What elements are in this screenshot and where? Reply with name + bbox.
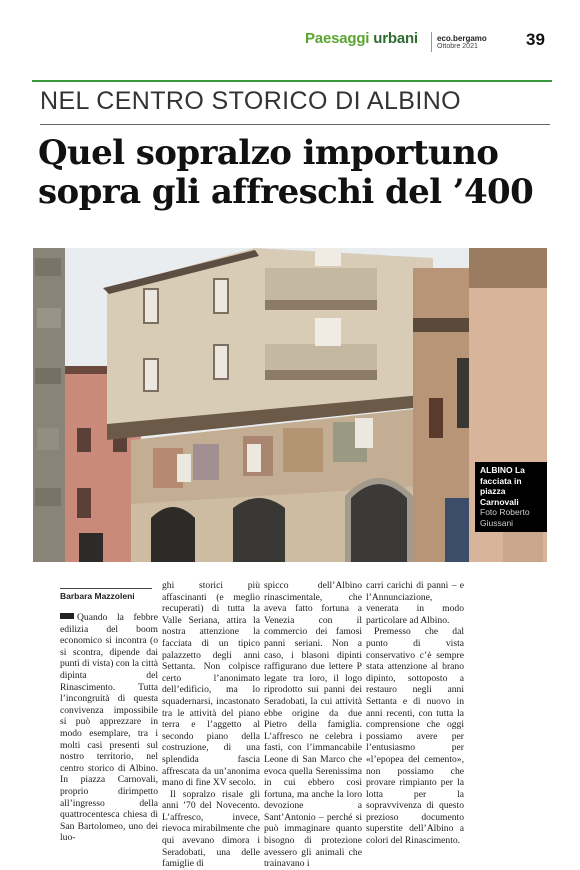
paragraph: spicco dell’Albino rinascimentale, che aveva fatto fortuna a Venezia con il commercio dei famosi panni seriani. Non a caso, i blasoni dipinti raffigurano due lettere P legate tra loro, il logo riprodotto sui panni dei Seradobati, la cui attività ebbe origine da due Pietro della famiglia. L’affresco ne celebra i fasti, con l’immancabile Leone di San Marco che evoca quella Serenissima in cui ebbero così fortuna, ma anche la loro devozione a Sant’Antonio – perché si può immaginare quanto bisogno di protezione avessero gli animali che trainavano i [264,580,362,870]
page-header [0,0,580,62]
article-column-3 [264,580,362,870]
paragraph-text: Quando la febbre edilizia del boom economico si incontra (o si scontra, dipende dai punti di vista) con la città dipinta del Rinascimento. Tutta l’incongruità di questa convivenza impossibile si può apprezzare in modo esemplare, tra i molti casi presenti sul nostro territorio, nel centro storico di Albino. In piazza Carnovali, proprio dirimpetto all’ingresso della quattrocentesca chiesa di San Bartolomeo, uno dei luo- [60,612,158,844]
building-illustration [33,248,547,562]
photo-caption [475,462,547,532]
header-rule [32,80,552,82]
article-column-2 [162,580,260,870]
paragraph: ghi storici più affascinanti (e meglio recuperati) di tutta la Valle Seriana, attira la nostra attenzione la facciata di un tipico palazzetto degli anni Settanta. Non colpisce certo l’anonimato dell’edificio, ma lo squadernarsi, incastonato tra le attività del piano terra e l’aggetto al secondo piano della costruzione, di una splendida fascia affrescata da un’anonima mano di fine XV secolo. [162,580,260,789]
issue-date: Ottobre 2021 [437,43,478,50]
brand-name: eco.bergamo [437,34,487,43]
paragraph: Il sopralzo risale gli anni ’70 del Novecento. L’affresco, invece, rievoca mirabilmente che qui avevano dimora i Seradobati, una delle famiglie di [162,788,260,870]
caption-credit: Foto Roberto Giussani [480,507,530,528]
author-byline: Barbara Mazzoleni [60,591,135,601]
caption-place: ALBINO [480,465,513,475]
article-photo [33,248,547,562]
article-column-1 [60,612,158,844]
section-word-1: Paesaggi [305,30,370,47]
page-number: 39 [526,30,545,49]
article-kicker: NEL CENTRO STORICO DI ALBINO [40,87,462,115]
lead-bullet-icon [60,613,74,619]
paragraph: Premesso che dal punto di vista conservativo c’è sempre stata attenzione al brano dipinto, sottoposto a restauro negli anni Settanta e di nuovo in anni recenti, con tutta la comprensione che oggi possiamo avere per l’entusiasmo per «l’epopea del cemento», non possiamo che provare rimpianto per la lotta per la sopravvivenza di questo prezioso documento superstite dell’Albino a colori del Rinascimento. [366,626,464,847]
kicker-rule [40,124,550,125]
section-word-2: urbani [373,30,418,47]
paragraph [60,612,158,844]
paragraph: carri carichi di panni – e l’Annunciazione, venerata in modo particolare ad Albino. [366,580,464,626]
caption-description: La facciata in piazza Carnovali [480,465,525,507]
section-title [305,30,418,47]
article-headline [38,134,558,212]
headline-line-1: Quel sopralzo importuno [38,133,499,173]
byline-rule [60,588,152,589]
headline-line-2: sopra gli affreschi del ’400 [38,172,534,212]
header-divider [431,32,432,52]
